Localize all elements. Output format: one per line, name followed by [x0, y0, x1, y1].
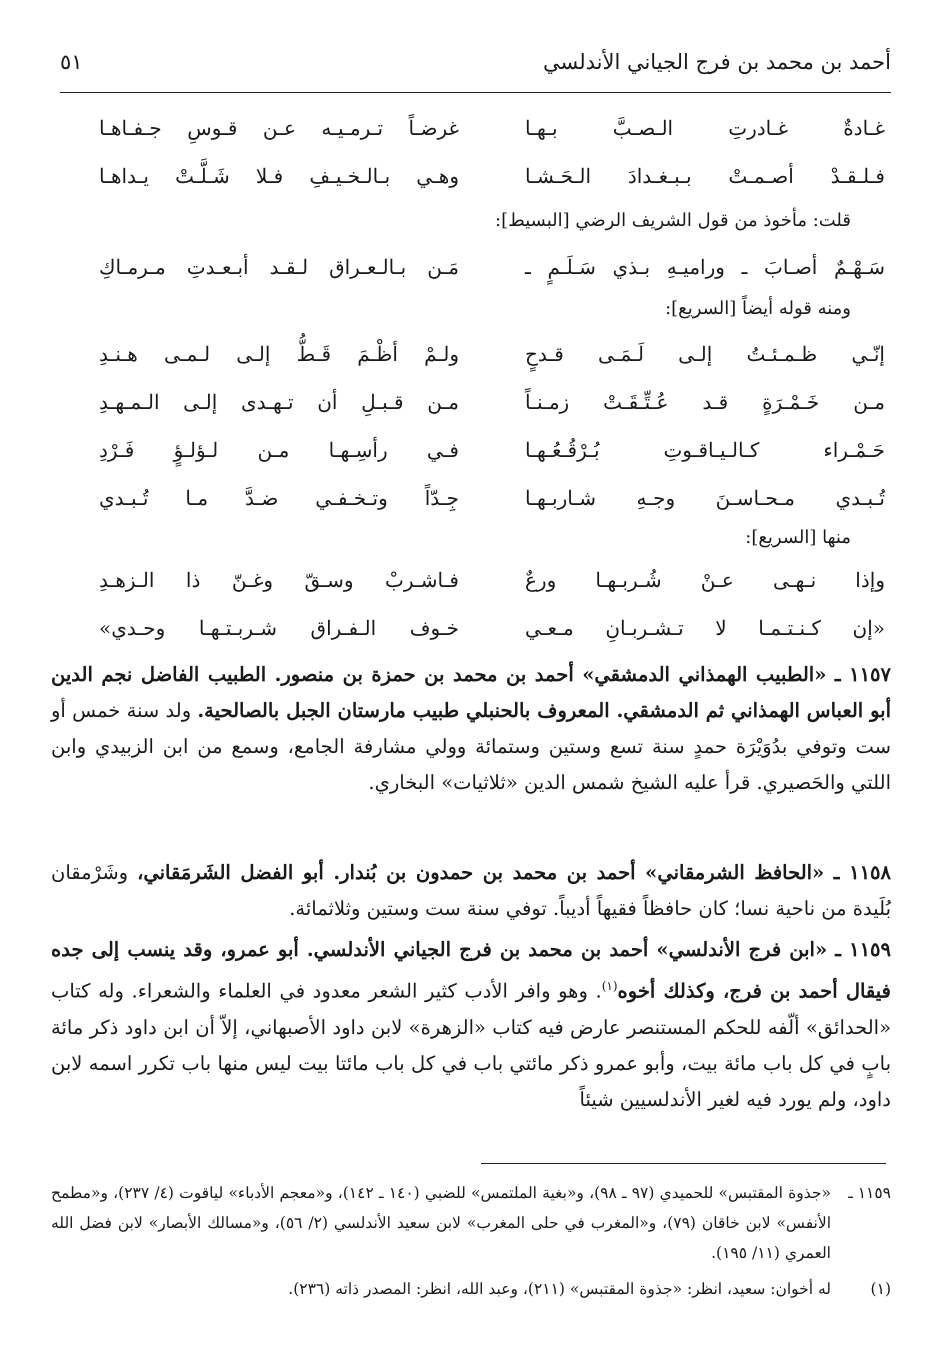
entry-heading: ١١٥٩ ـ «ابن فرج الأندلسي» أحمد بن محمد بن فرج الجياني الأندلسي. أبو عمرو، وقد ينسب إلى جده فيقال أحمد بن فرج، وكذلك أخوه: [51, 938, 892, 1003]
verse-intro: قلت: مأخوذ من قول الشريف الرضي [البسيط]:: [495, 210, 851, 231]
verse-second-hemistich: ولـمْ أظْـمَ قَـطُّ إلـى لـمـى هـنـدِ: [99, 342, 459, 366]
verse-second-hemistich: فـاشـربْ وسـقّ وغـنّ ذا الـزهـدِ: [99, 568, 459, 592]
entry-body: ولد سنة خمس أو ست وتوفي بدُوَيْرَة حمدٍ سنة تسع وستين وستمائة وولي مشارفة الجامع، وسمع من ابن الزبيدي وابن اللتي والحَصيري. قرأ عليه الشيخ شمس الدين «ثلاثيات» البخاري.: [51, 699, 891, 794]
verse-line: [99, 243, 889, 291]
verse-line: [99, 556, 889, 604]
verse-first-hemistich: مـن خَـمْـرَةٍ قـد عُـتِّـقَـتْ زمـنـاً: [525, 390, 885, 414]
verse-line: [99, 152, 889, 200]
verse-line: [99, 474, 889, 522]
verse-intro: ومنه قوله أيضاً [السريع]:: [665, 298, 851, 319]
poem-1: [99, 104, 889, 200]
page-number: ٥١: [60, 50, 83, 74]
verse-second-hemistich: مـن قـبـلِ أن تـهـدى إلـى الـمـهـدِ: [99, 390, 459, 414]
footnote-number: (١): [870, 1280, 891, 1298]
verse-first-hemistich: غـادةٌ غـادرتِ الـصـبَّ بـهـا: [525, 116, 885, 140]
footnote-divider: [481, 1163, 886, 1164]
verse-line: [99, 378, 889, 426]
entry-1159: [51, 932, 891, 1118]
verse-first-hemistich: إنّـي ظـمـئـتُ إلـى لَـمَـى قـدحٍ: [525, 342, 885, 366]
footnote-text: «جذوة المقتبس» للحميدي (٩٧ ـ ٩٨)، و«بغية الملتمس» للضبي (١٤٠ ـ ١٤٢)، و«معجم الأدباء» لياقوت (٤/ ٢٣٧)، و«مطمح الأنفس» لابن خاقان (٧٩)، و«المغرب في حلى المغرب» لابن سعيد الأندلسي (٢/ ٥٦)، و«مسالك الأبصار» لابن فضل الله العمري (١١/ ١٩٥).: [51, 1184, 831, 1262]
source-footnote: [51, 1178, 891, 1268]
verse-second-hemistich: غرضـاً تـرمـيـه عـن قـوسِ جـفـاهـا: [99, 116, 459, 140]
entry-heading: ١١٥٧ ـ «الطبيب الهمذاني الدمشقي» أحمد بن محمد بن حمزة بن منصور. الطبيب الفاضل نجم الدين أبو العباس الهمذاني ثم الدمشقي. المعروف بالحنبلي طبيب مارستان الجبل بالصالحية.: [51, 663, 891, 722]
verse-second-hemistich: فـي رأسِـهـا مـن لـؤلـؤٍ فَـرْدِ: [99, 438, 459, 462]
verse-first-hemistich: حَـمْـراء كـالـيـاقـوتِ بُـرْقُـعُـهـا: [525, 438, 885, 462]
verse-first-hemistich: «إن كـنـتـمـا لا تـشـربـانِ مـعـي: [525, 616, 885, 640]
verse-second-hemistich: جِـدّاً وتـخـفـي ضـدَّ مـا تُـبـدي: [99, 486, 459, 510]
footnote-1: [51, 1274, 891, 1304]
verse-first-hemistich: وإذا نـهـى عـنْ شُـربـهـا ورعٌ: [525, 568, 885, 592]
entry-heading: ١١٥٨ ـ «الحافظ الشرمقاني» أحمد بن محمد بن حمدون بن بُندار. أبو الفضل الشَرمَقاني،: [137, 861, 891, 884]
entry-body: . وهو وافر الأدب كثير الشعر معدود في العلماء والشعراء. وله كتاب «الحدائق» ألّفه للحكم المستنصر عارض فيه كتاب «الزهرة» لابن داود الأصبهاني، إلاّ أن ابن داود ذكر مائة بابٍ في كل باب مائة بيت، وأبو عمرو ذكر مائتي باب في كل باب مائتا بيت ليس منها باب تكرر اسمه لابن داود، ولم يورد فيه لغير الأندلسيين شيئاً: [51, 979, 891, 1111]
verse-second-hemistich: مَـن بـالـعـراق لـقـد أبـعـدتِ مـرمـاكِ: [99, 255, 459, 279]
verse-line: [99, 604, 889, 652]
verse-first-hemistich: سَـهْـمٌ أصـابَ ـ وراميـهِ بـذي سَـلَـمٍ ـ: [525, 255, 885, 279]
verse-line: [99, 330, 889, 378]
verse-line: [99, 104, 889, 152]
verse-first-hemistich: تُـبـدي مـحـاسـنَ وجـهِ شـاربـهـا: [525, 486, 885, 510]
entry-1158: [51, 855, 891, 927]
footnotes: [51, 1178, 891, 1304]
entry-body: وشَرْمقان بُلَيدة من ناحية نسا؛ كان حافظاً فقيهاً أديباً. توفي سنة ست وستين وثلاثمائة.: [51, 861, 891, 920]
verse-second-hemistich: خـوف الـفـراق شـربـتـهـا وحـدي»: [99, 616, 459, 640]
entry-1157: [51, 657, 891, 801]
poem-3: [99, 330, 889, 522]
poem-4: [99, 556, 889, 652]
running-title: أحمد بن محمد بن فرج الجياني الأندلسي: [542, 50, 891, 74]
page-header: [60, 42, 891, 93]
verse-line: [99, 426, 889, 474]
verse-first-hemistich: فـلـقـدْ أصـمـتْ بـبـغـدادَ الـحَـشـا: [525, 164, 885, 188]
footnote-reference[interactable]: (١): [601, 979, 618, 993]
footnote-number: ١١٥٩ ـ: [848, 1184, 891, 1202]
footnote-text: له أخوان: سعيد، انظر: «جذوة المقتبس» (٢١١)، وعبد الله، انظر: المصدر ذاته (٢٣٦).: [288, 1280, 831, 1298]
verse-intro: منها [السريع]:: [745, 527, 851, 548]
poem-2: [99, 243, 889, 291]
verse-second-hemistich: وهـي بـالـخـيـفِ فـلا شَـلَّـتْ يـداهـا: [99, 164, 459, 188]
